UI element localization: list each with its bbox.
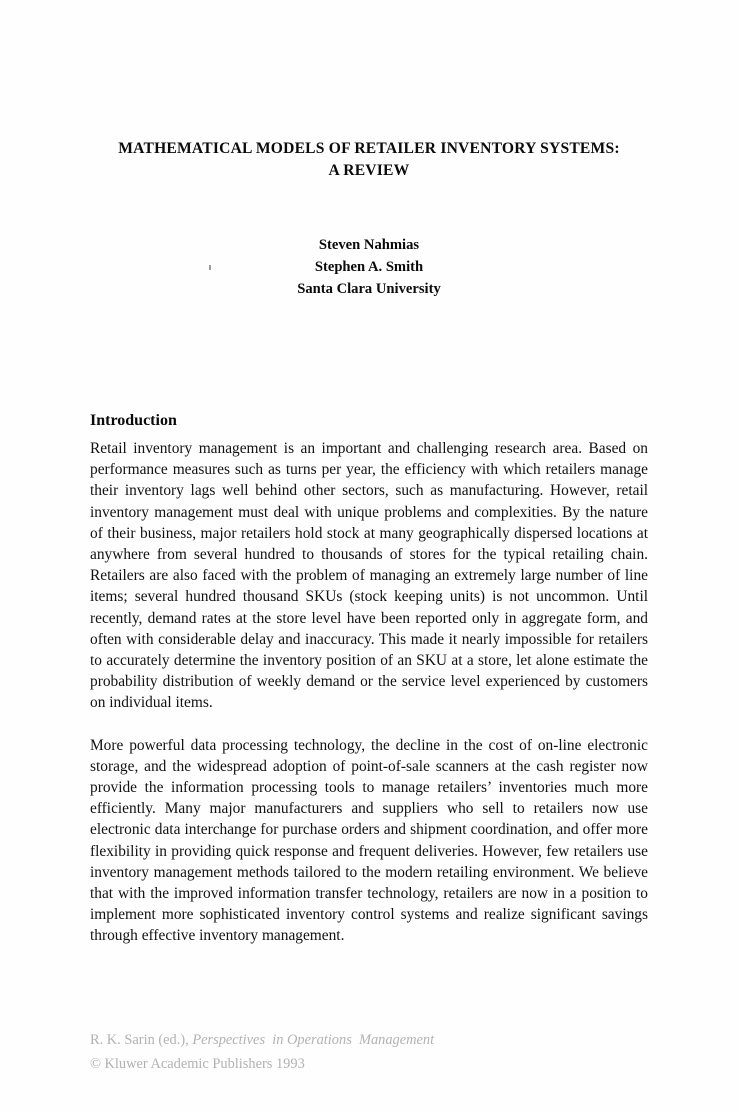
author-block xyxy=(90,234,648,300)
footer-book-title: Perspectives in Operations Management xyxy=(192,1032,435,1048)
footer-citation-line xyxy=(90,1028,648,1052)
title-line-1: MATHEMATICAL MODELS OF RETAILER INVENTORY SYSTEMS: xyxy=(118,140,620,158)
body-paragraph: Retail inventory management is an important and challenging research area. Based on performance measures such as turns per year, the efficiency with which retailers manage their inventory lags well behind other sectors, such as manufacturing. However, retail inventory management must deal with unique problems and complexities. By the nature of their business, major retailers hold stock at many geographically dispersed locations at anywhere from several hundred to thousands of stores for the typical retailing chain. Retailers are also faced with the problem of managing an extremely large number of line items; several hundred thousand SKUs (stock keeping units) is not uncommon. Until recently, demand rates at the store level have been reported only in aggregate form, and often with considerable delay and inaccuracy. This made it nearly impossible for retailers to accurately determine the inventory position of an SKU at a store, let alone estimate the probability distribution of weekly demand or the service level experienced by customers on individual items. xyxy=(90,440,648,712)
body-text-column xyxy=(90,438,648,947)
footer-copyright-line: © Kluwer Academic Publishers 1993 xyxy=(90,1056,305,1072)
author-affiliation: Santa Clara University xyxy=(297,281,441,297)
footer-editor-prefix: R. K. Sarin (ed.), xyxy=(90,1032,193,1048)
author-name-2: Stephen A. Smith xyxy=(314,259,424,275)
section-heading-introduction: Introduction xyxy=(90,412,177,430)
scan-artifact-speck xyxy=(209,265,211,270)
title-line-2: A REVIEW xyxy=(328,162,410,180)
page-title xyxy=(90,138,648,182)
page-footer xyxy=(90,1028,648,1076)
author-name-1: Steven Nahmias xyxy=(318,237,420,253)
body-paragraph: More powerful data processing technology, the decline in the cost of on-line electronic storage, and the widespread adoption of point-of-sale scanners at the cash register now provide the information processing tools to manage retailers’ inventories much more efficiently. Many major manufacturers and suppliers who sell to retailers now use electronic data interchange for purchase orders and shipment coordination, and offer more flexibility in providing quick response and frequent deliveries. However, few retailers use inventory management methods tailored to the modern retailing environment. We believe that with the improved information transfer technology, retailers are now in a position to implement more sophisticated inventory control systems and realize significant savings through effective inventory management. xyxy=(90,736,648,945)
